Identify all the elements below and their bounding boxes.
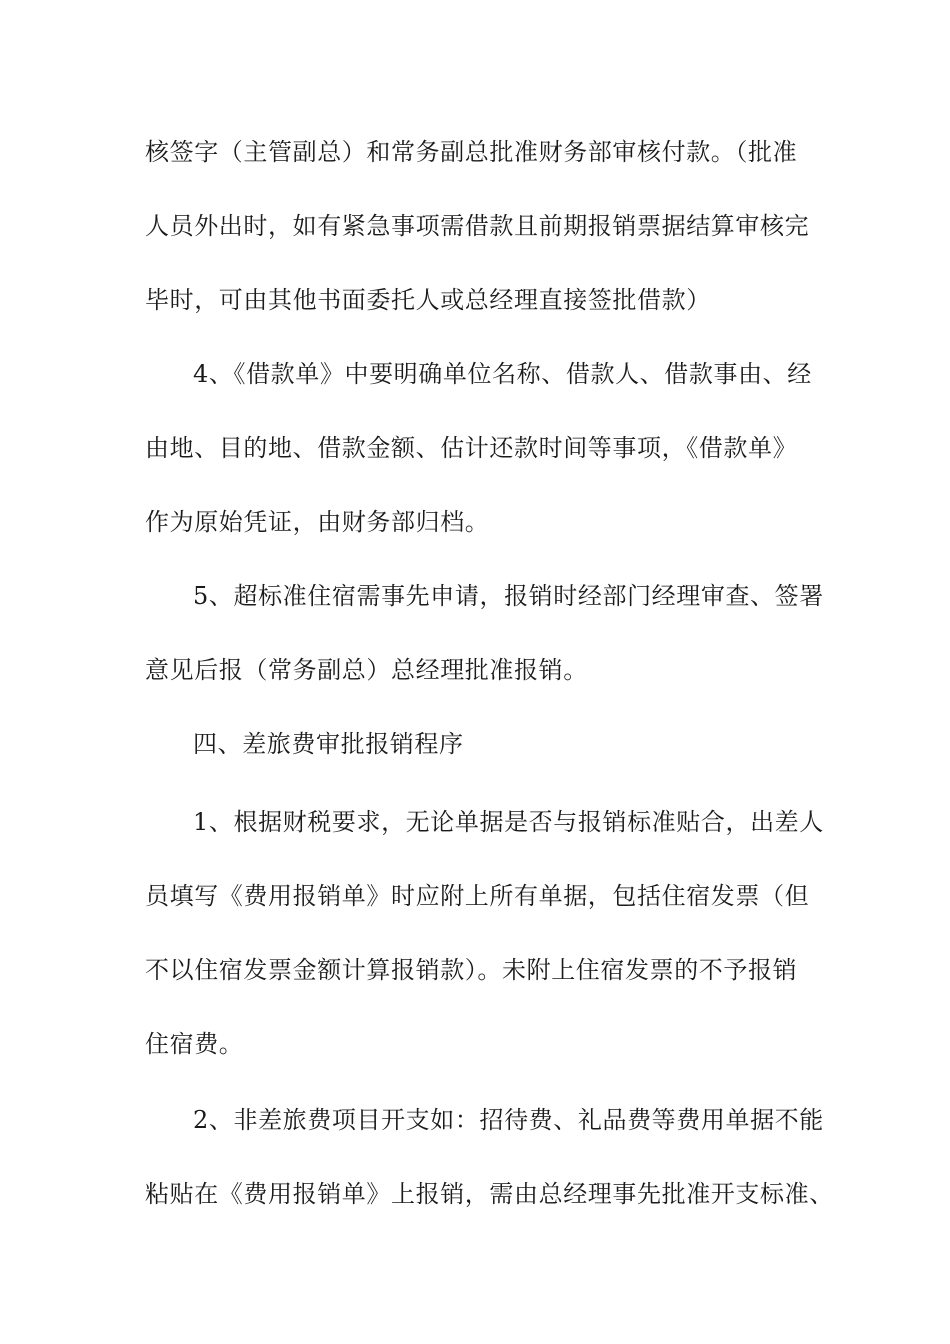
paragraph-line: 不以住宿发票金额计算报销款）。未附上住宿发票的不予报销 [145,956,798,984]
paragraph-line: 作为原始凭证，由财务部归档。 [145,508,490,536]
paragraph-line: 由地、目的地、借款金额、估计还款时间等事项，《借款单》 [145,434,798,462]
paragraph-line: 住宿费。 [145,1030,244,1058]
section-heading: 四、差旅费审批报销程序 [193,730,464,758]
paragraph-line: 2、非差旅费项目开支如：招待费、礼品费等费用单据不能 [193,1106,824,1134]
paragraph-line: 毕时，可由其他书面委托人或总经理直接签批借款） [145,286,711,314]
paragraph-line: 意见后报（常务副总）总经理批准报销。 [145,656,588,684]
paragraph-line: 员填写《费用报销单》时应附上所有单据，包括住宿发票（但 [145,882,810,910]
paragraph-line: 粘贴在《费用报销单》上报销，需由总经理事先批准开支标准、 [145,1180,834,1208]
paragraph-line: 人员外出时，如有紧急事项需借款且前期报销票据结算审核完 [145,212,810,240]
paragraph-line: 5、超标准住宿需事先申请，报销时经部门经理审查、签署 [193,582,824,610]
paragraph-line: 1、根据财税要求，无论单据是否与报销标准贴合，出差人 [193,808,824,836]
paragraph-line: 核签字（主管副总）和常务副总批准财务部审核付款。（批准 [145,138,798,166]
paragraph-line: 4、《借款单》中要明确单位名称、借款人、借款事由、经 [193,360,812,388]
